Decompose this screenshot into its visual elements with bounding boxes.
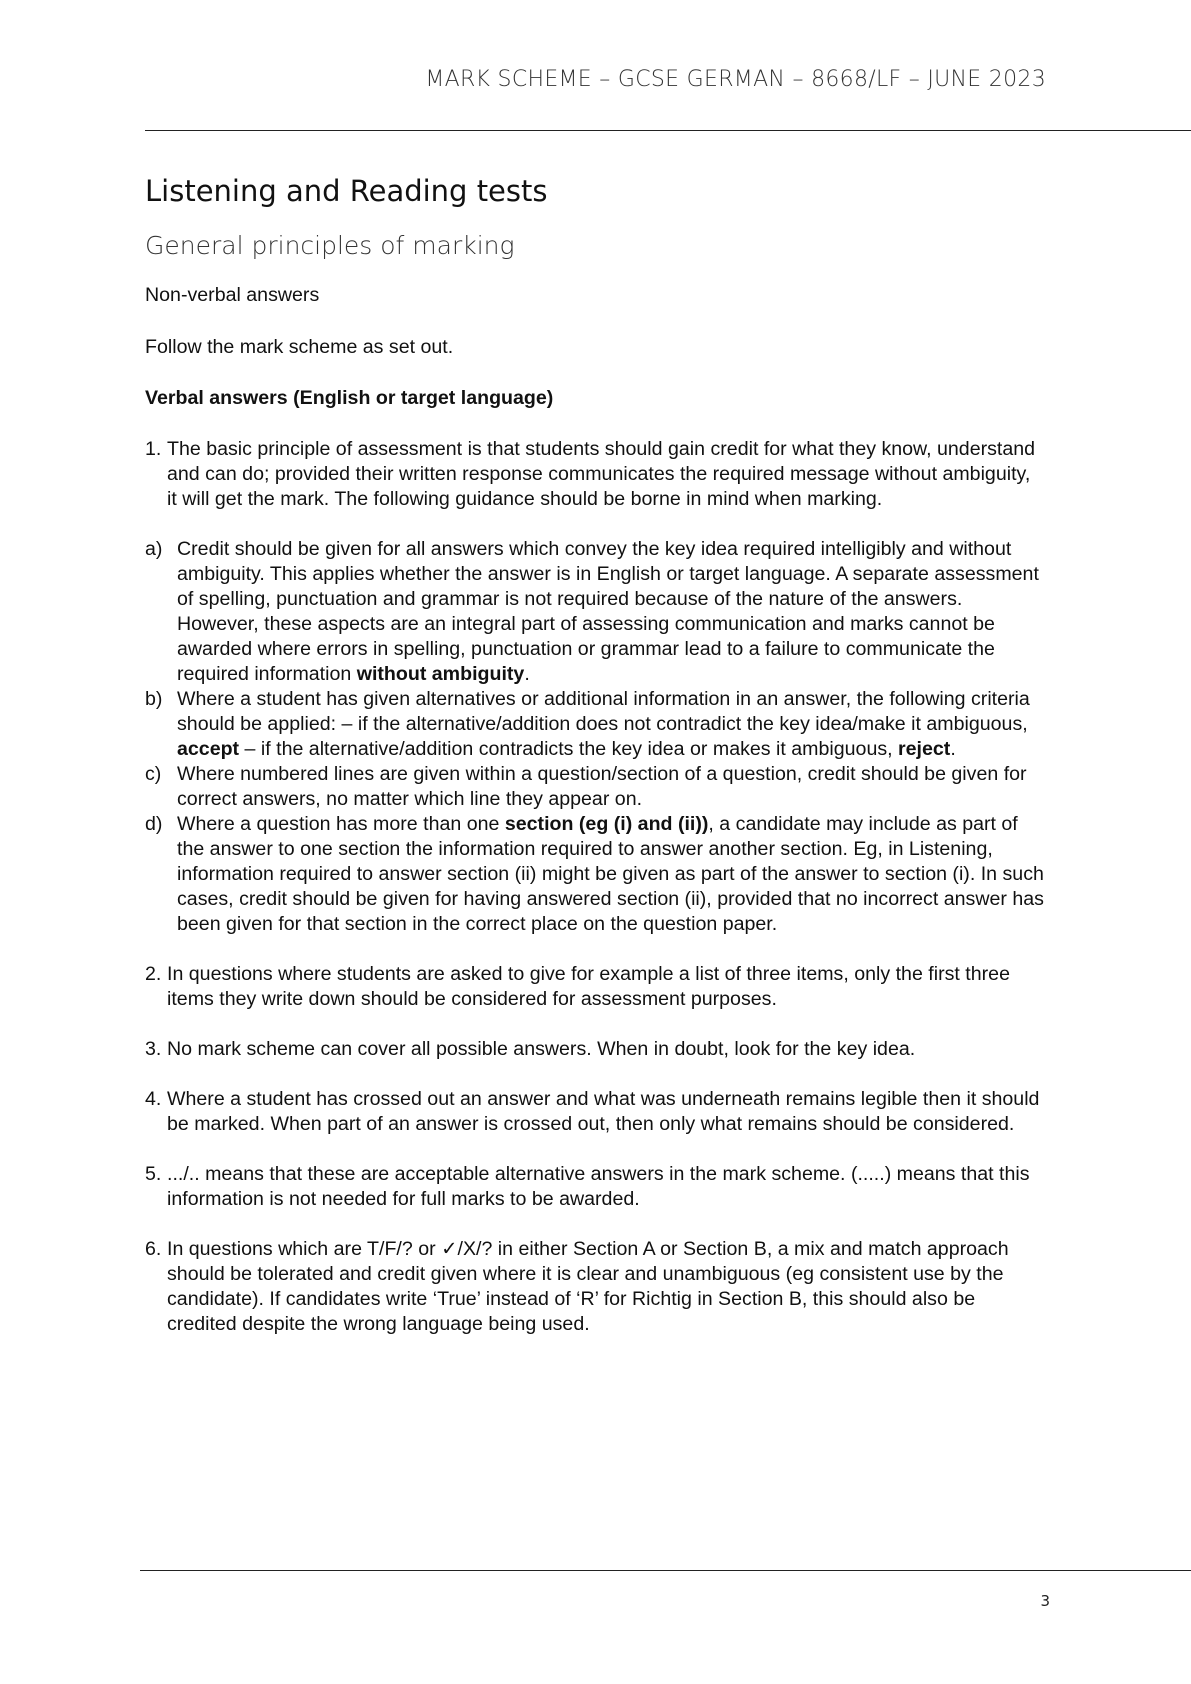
page-content xyxy=(145,168,1045,1337)
header-rule xyxy=(145,130,1191,131)
emphasis-text: without ambiguity xyxy=(356,663,525,685)
emphasis-text: accept xyxy=(177,738,240,760)
sub-item-text: . xyxy=(524,663,530,685)
item-text: Where a student has crossed out an answer and what was underneath remains legible then it should be marked. When part of an answer is crossed out, then only what remains should be considered. xyxy=(167,1088,1040,1135)
sub-item-text: . xyxy=(950,738,956,760)
principle-item-1 xyxy=(145,437,1045,512)
item-number: 3. xyxy=(145,1038,162,1060)
sub-item-text: Where a student has given alternatives or additional information in an answer, the following criteria should be applied: – if the alternative/addition does not contradict the key idea/make it ambiguous, xyxy=(177,688,1030,735)
item-number: 5. xyxy=(145,1163,162,1185)
sub-item-text: – if the alternative/addition contradicts the key idea or makes it ambiguous, xyxy=(239,738,899,760)
sub-item-text: Where numbered lines are given within a question/section of a question, credit should be given for correct answers, no matter which line they appear on. xyxy=(177,763,1027,810)
sub-item-letter: a) xyxy=(145,538,163,560)
follow-text: Follow the mark scheme as set out. xyxy=(145,336,454,358)
sub-item-b xyxy=(145,687,1045,762)
sub-item-letter: d) xyxy=(145,813,163,835)
item-number: 2. xyxy=(145,963,162,985)
sub-item-letter: b) xyxy=(145,688,163,710)
emphasis-text: section (eg (i) and (ii)) xyxy=(504,813,709,835)
item-text: No mark scheme can cover all possible answers. When in doubt, look for the key idea. xyxy=(167,1038,916,1060)
item-text: The basic principle of assessment is that students should gain credit for what they know, understand and can do; provided their written response communicates the required message without ambiguity, it will get the mark. The following guidance should be borne in mind when marking. xyxy=(167,438,1036,510)
sub-item-a xyxy=(145,537,1045,687)
principle-item-2 xyxy=(145,962,1045,1012)
page-number: 3 xyxy=(1040,1592,1050,1610)
principle-item-3 xyxy=(145,1037,1045,1062)
sub-item-text: , a candidate may include as part of the answer to one section the information required to answer another section. Eg, in Listening, information required to answer section (ii) might be given as part of the answer to section (i). In such cases, credit should be given for having answered section (ii), provided that no incorrect answer has been given for that section in the correct place on the question paper. xyxy=(177,813,1044,935)
item-number: 6. xyxy=(145,1238,162,1260)
sub-item-letter: c) xyxy=(145,763,162,785)
footer-rule xyxy=(140,1570,1191,1571)
sub-item-text: Credit should be given for all answers which convey the key idea required intelligibly and without ambiguity. This applies whether the answer is in English or target language. A separate assessment of spelling, punctuation and grammar is not required because of the nature of the answers. However, these aspects are an integral part of assessing communication and marks cannot be awarded where errors in spelling, punctuation or grammar lead to a failure to communicate the required information xyxy=(177,538,1039,685)
item-text: .../.. means that these are acceptable alternative answers in the mark scheme. (.....) means that this information is not needed for full marks to be awarded. xyxy=(167,1163,1030,1210)
subtitle: General principles of marking xyxy=(145,231,515,260)
sub-item-d xyxy=(145,812,1045,937)
non-verbal-heading: Non-verbal answers xyxy=(145,284,320,306)
emphasis-text: reject xyxy=(898,738,951,760)
section-title: Listening and Reading tests xyxy=(145,174,548,208)
item-text: In questions where students are asked to give for example a list of three items, only the first three items they write down should be considered for assessment purposes. xyxy=(167,963,1010,1010)
principle-item-5 xyxy=(145,1162,1045,1212)
principle-item-6 xyxy=(145,1237,1045,1337)
item-number: 4. xyxy=(145,1088,162,1110)
sub-item-c xyxy=(145,762,1045,812)
sub-item-list xyxy=(145,537,1045,937)
principle-item-4 xyxy=(145,1087,1045,1137)
item-number: 1. xyxy=(145,438,162,460)
item-text: In questions which are T/F/? or ✓/X/? in either Section A or Section B, a mix and match approach should be tolerated and credit given where it is clear and unambiguous (eg consistent use by the candidate). If candidates write ‘True’ instead of ‘R’ for Richtig in Section B, this should also be credited despite the wrong language being used. xyxy=(167,1238,1009,1335)
sub-item-text: Where a question has more than one xyxy=(177,813,505,835)
verbal-heading: Verbal answers (English or target language) xyxy=(145,387,554,409)
page-header: MARK SCHEME – GCSE GERMAN – 8668/LF – JUNE 2023 xyxy=(425,67,1046,92)
